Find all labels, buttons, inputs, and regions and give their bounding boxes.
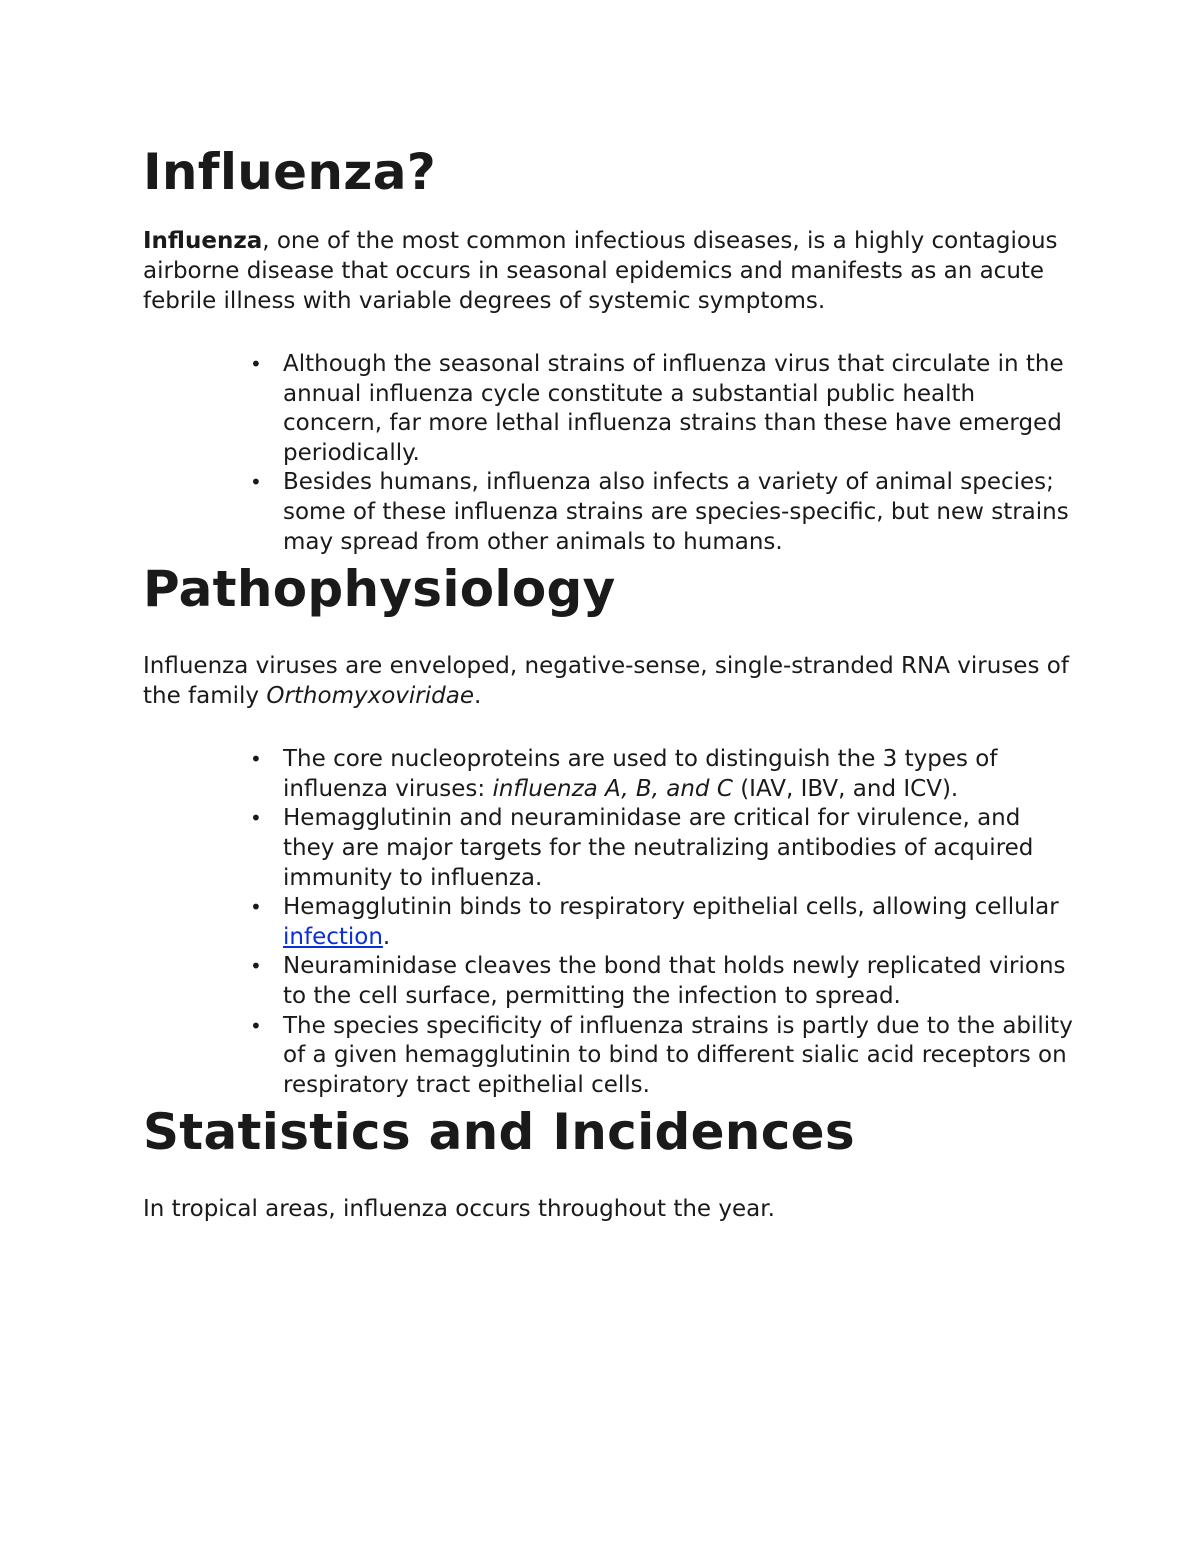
heading-pathophysiology: Pathophysiology bbox=[143, 560, 616, 619]
list-item bbox=[250, 952, 1073, 1011]
bullet-icon: • bbox=[250, 895, 262, 920]
heading-influenza: Influenza? bbox=[143, 143, 437, 201]
list-item-text: Although the seasonal strains of influenza virus that circulate in the annual influenza cycle constitute a substantial public health concern, far more lethal influenza strains than these have emerged periodically. bbox=[283, 351, 1064, 466]
bullet-icon: • bbox=[250, 747, 262, 772]
intro-lead-rest: , one of the most common infectious diseases, is a highly contagious airborne disease that occurs in seasonal epidemics and manifests as an acute febrile illness with variable degrees of systemic symptoms. bbox=[143, 228, 1058, 314]
pathophysiology-paragraph bbox=[143, 651, 1073, 711]
list-item-text: Besides humans, influenza also infects a variety of animal species; some of these influenza strains are species-specific, but new strains may spread from other animals to humans. bbox=[283, 469, 1069, 555]
bullet-icon: • bbox=[250, 806, 262, 831]
list-item-text: The species specificity of influenza strains is partly due to the ability of a given hemagglutinin to bind to different sialic acid receptors on respiratory tract epithelial cells. bbox=[283, 1012, 1073, 1098]
heading-statistics: Statistics and Incidences bbox=[143, 1103, 855, 1162]
list-item bbox=[250, 893, 1073, 952]
pathophysiology-bullet-list bbox=[143, 745, 1073, 1100]
list-item bbox=[250, 1012, 1073, 1101]
intro-bullet-list bbox=[143, 350, 1073, 557]
infection-link[interactable]: infection bbox=[283, 923, 383, 950]
list-item-text: The core nucleoproteins are used to distinguish the 3 types of influenza viruses: bbox=[283, 746, 998, 802]
list-item-text: Neuraminidase cleaves the bond that holds newly replicated virions to the cell surface, permitting the infection to spread. bbox=[283, 953, 1066, 1009]
intro-lead-bold: Influenza bbox=[143, 228, 263, 254]
statistics-paragraph: In tropical areas, influenza occurs throughout the year. bbox=[143, 1196, 775, 1223]
list-item bbox=[250, 804, 1073, 893]
list-item-text: . bbox=[382, 923, 391, 950]
list-item-text: Hemagglutinin and neuraminidase are critical for virulence, and they are major targets for the neutralizing antibodies of acquired immunity to influenza. bbox=[283, 805, 1034, 891]
bullet-icon: • bbox=[250, 1013, 262, 1038]
intro-paragraph bbox=[143, 226, 1073, 316]
list-item-italic: influenza A, B, and C bbox=[492, 775, 733, 802]
document-page bbox=[143, 140, 1073, 1258]
list-item bbox=[250, 468, 1073, 557]
list-item bbox=[250, 350, 1073, 468]
bullet-icon: • bbox=[250, 470, 262, 495]
patho-para-start: Influenza viruses are enveloped, negative-sense, single-stranded RNA viruses of the family bbox=[143, 653, 1069, 710]
patho-para-end: . bbox=[473, 683, 482, 710]
bullet-icon: • bbox=[250, 352, 262, 376]
patho-para-italic: Orthomyxoviridae bbox=[266, 683, 474, 710]
bullet-icon: • bbox=[250, 954, 262, 979]
list-item bbox=[250, 745, 1073, 804]
list-item-text: Hemagglutinin binds to respiratory epithelial cells, allowing cellular bbox=[283, 894, 1059, 921]
list-item-text: (IAV, IBV, and ICV). bbox=[732, 775, 959, 802]
